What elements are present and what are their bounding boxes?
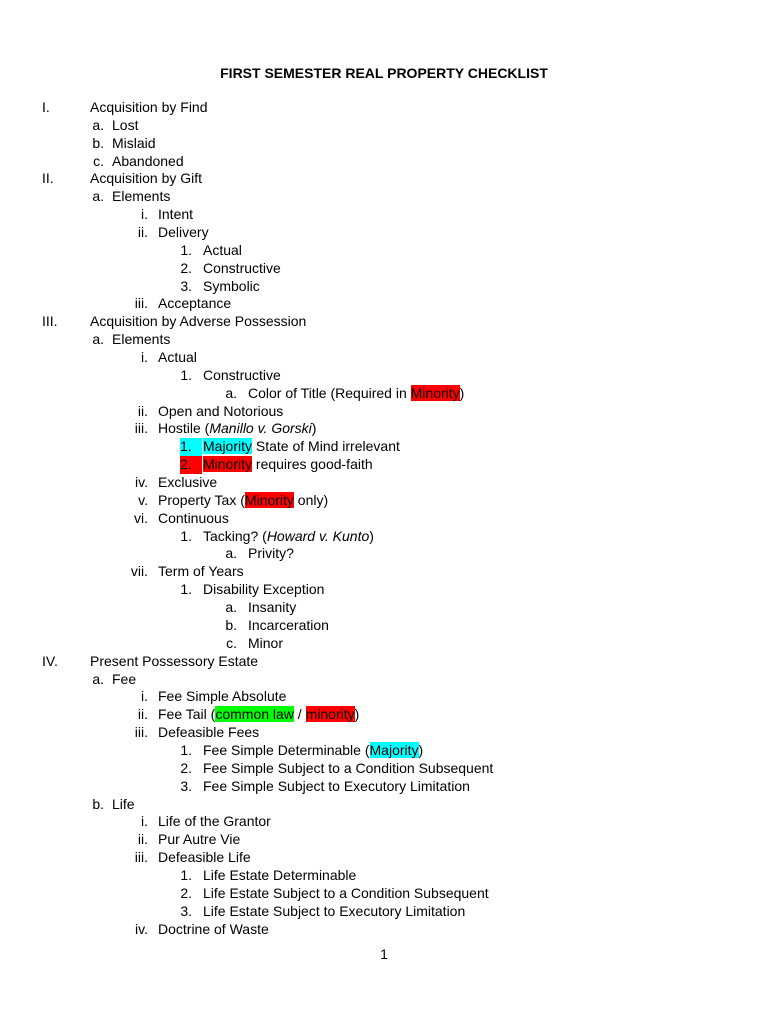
outline-item (0, 188, 768, 206)
outline-item (0, 117, 768, 135)
text-run: requires good-faith (252, 456, 373, 473)
text-run: Abandoned (112, 152, 184, 169)
outline-marker: iii. (134, 420, 148, 437)
text-run: ) (369, 527, 374, 544)
outline-item (0, 867, 768, 885)
outline-item (0, 403, 768, 421)
text-run: Life Estate Determinable (203, 866, 357, 883)
text-run: ) (418, 741, 424, 758)
outline-item (0, 778, 768, 796)
text-run: Acquisition by Adverse Possession (90, 313, 307, 330)
text-run: Life Estate Subject to a Condition Subsequent (203, 884, 489, 901)
outline-text (203, 528, 374, 546)
highlighted-text: Minority (244, 491, 294, 508)
outline-marker: a. (92, 670, 104, 687)
text-run: Acceptance (158, 295, 232, 312)
outline-text (248, 545, 294, 563)
outline-item (0, 420, 768, 438)
outline-item (0, 671, 768, 689)
highlighted-text: Minority (203, 456, 253, 473)
outline-item (0, 796, 768, 814)
text-run: Life Estate Subject to Executory Limitation (203, 902, 466, 919)
outline-text (248, 385, 464, 403)
outline-text (90, 313, 306, 331)
outline-item (0, 599, 768, 617)
outline-marker: 3. (180, 277, 192, 294)
text-run: Term of Years (158, 563, 244, 580)
outline-item (0, 492, 768, 510)
text-run: Pur Autre Vie (158, 831, 241, 848)
text-run: Life of the Grantor (158, 813, 271, 830)
outline-marker: iv. (135, 920, 148, 937)
outline-marker: a. (92, 188, 104, 205)
outline-item (0, 653, 768, 671)
outline-text (158, 474, 217, 492)
outline-text (90, 653, 258, 671)
outline-item (0, 688, 768, 706)
text-run: Fee Simple Subject to Executory Limitation (203, 777, 470, 794)
outline-item (0, 135, 768, 153)
outline-item (0, 438, 768, 456)
outline-item (0, 510, 768, 528)
text-run: Acquisition by Gift (90, 170, 203, 187)
text-run: Fee (112, 670, 137, 687)
text-run: Fee Simple Determinable ( (203, 741, 370, 758)
text-run: Disability Exception (203, 581, 325, 598)
outline-marker: i. (141, 688, 148, 705)
outline-item (0, 813, 768, 831)
outline-item (0, 206, 768, 224)
outline-text (112, 671, 136, 689)
outline-marker: b. (225, 616, 237, 633)
outline-item (0, 224, 768, 242)
text-run: Lost (112, 116, 139, 133)
outline-text (203, 456, 373, 474)
case-citation: Howard v. Kunto (266, 527, 370, 544)
highlighted-text: Minority (410, 384, 460, 401)
text-run: / (293, 706, 306, 723)
text-run: Life (112, 795, 135, 812)
outline-marker: 3. (180, 777, 192, 794)
outline-marker: 2. (180, 456, 202, 474)
outline-text (158, 563, 244, 581)
outline-item (0, 921, 768, 939)
outline-item (0, 99, 768, 117)
outline-text (112, 331, 170, 349)
outline-marker: c. (93, 152, 104, 169)
outline-text (90, 99, 208, 117)
outline-item (0, 617, 768, 635)
outline-text (203, 260, 281, 278)
outline-text (248, 599, 296, 617)
outline-marker: iii. (134, 295, 148, 312)
outline-marker: 1. (180, 741, 192, 758)
outline-item (0, 474, 768, 492)
outline-item (0, 742, 768, 760)
outline-text (158, 921, 269, 939)
outline-text (203, 867, 356, 885)
outline-text (158, 510, 229, 528)
text-run: Elements (112, 188, 171, 205)
outline-marker: III. (42, 313, 58, 330)
outline-text (112, 135, 156, 153)
text-run: Fee Simple Subject to a Condition Subsequent (203, 759, 494, 776)
outline-item (0, 849, 768, 867)
text-run: Minor (248, 634, 284, 651)
outline-text (112, 153, 184, 171)
outline-text (158, 724, 259, 742)
text-run: Property Tax ( (158, 491, 245, 508)
text-run: Open and Notorious (158, 402, 284, 419)
outline-marker: a. (225, 599, 237, 616)
text-run: Incarceration (248, 616, 329, 633)
outline-marker: v. (138, 491, 148, 508)
outline-marker: a. (225, 545, 237, 562)
text-run: Hostile ( (158, 420, 210, 437)
outline-text (203, 903, 465, 921)
outline-marker: iv. (135, 474, 148, 491)
outline-item (0, 528, 768, 546)
outline-marker: 2. (180, 259, 192, 276)
outline-marker: ii. (137, 402, 148, 419)
outline-marker: 3. (180, 902, 192, 919)
outline-item (0, 153, 768, 171)
outline-text (112, 796, 135, 814)
outline-text (158, 349, 197, 367)
outline-marker: a. (92, 331, 104, 348)
outline-text (112, 117, 138, 135)
document-title: FIRST SEMESTER REAL PROPERTY CHECKLIST (220, 65, 548, 81)
highlighted-text: common law (215, 706, 294, 723)
outline-item (0, 331, 768, 349)
text-run: Tacking? ( (203, 527, 267, 544)
highlighted-text: Majority (203, 438, 253, 455)
outline-text (248, 635, 283, 653)
outline-text (158, 295, 231, 313)
outline-item (0, 706, 768, 724)
outline-item (0, 724, 768, 742)
outline-text (203, 760, 493, 778)
case-citation: Manillo v. Gorski (209, 420, 312, 437)
outline-marker: ii. (137, 831, 148, 848)
outline-marker: a. (92, 116, 104, 133)
text-run: Exclusive (158, 474, 218, 491)
outline-item (0, 278, 768, 296)
outline-item (0, 385, 768, 403)
outline-item (0, 885, 768, 903)
outline-text (203, 885, 489, 903)
highlighted-text: minority (305, 706, 355, 723)
text-run: Defeasible Life (158, 849, 251, 866)
outline-text (158, 688, 286, 706)
outline-text (158, 706, 359, 724)
outline-text (112, 188, 170, 206)
highlighted-text: Majority (369, 741, 419, 758)
outline-text (158, 224, 209, 242)
page-number: 1 (380, 946, 388, 962)
outline-marker: i. (141, 206, 148, 223)
text-run: Continuous (158, 509, 229, 526)
text-run: Insanity (248, 599, 297, 616)
outline-marker: 1. (180, 241, 192, 258)
outline-marker: iii. (134, 724, 148, 741)
outline-item (0, 295, 768, 313)
outline-marker: c. (226, 634, 237, 651)
outline-marker: 1. (180, 866, 192, 883)
text-run: Doctrine of Waste (158, 920, 269, 937)
text-run: Fee Simple Absolute (158, 688, 287, 705)
outline-item (0, 563, 768, 581)
outline-item (0, 903, 768, 921)
outline-item (0, 545, 768, 563)
outline-text (203, 242, 242, 260)
outline-item (0, 760, 768, 778)
outline-text (203, 778, 470, 796)
text-run: Symbolic (203, 277, 260, 294)
text-run: Privity? (248, 545, 294, 562)
outline-item (0, 242, 768, 260)
text-run: Actual (158, 349, 197, 366)
outline-marker: b. (92, 134, 104, 151)
outline-marker: ii. (137, 224, 148, 241)
text-run: Present Possessory Estate (90, 652, 259, 669)
text-run: Intent (158, 206, 194, 223)
text-run: Constructive (203, 366, 281, 383)
text-run: Delivery (158, 224, 209, 241)
outline-text (158, 403, 283, 421)
outline-item (0, 635, 768, 653)
outline-marker: i. (141, 813, 148, 830)
outline-text (158, 492, 328, 510)
outline-text (203, 438, 400, 456)
outline-marker: IV. (42, 652, 58, 669)
text-run: Mislaid (112, 134, 156, 151)
text-run: Actual (203, 241, 242, 258)
text-run: State of Mind irrelevant (252, 438, 400, 455)
text-run: Fee Tail ( (158, 706, 216, 723)
outline-marker: 1. (180, 438, 202, 456)
outline-marker: 1. (180, 581, 192, 598)
outline-item (0, 581, 768, 599)
outline-marker: i. (141, 349, 148, 366)
outline-marker: 2. (180, 884, 192, 901)
outline-text (203, 581, 324, 599)
outline-text (158, 420, 316, 438)
outline-item (0, 831, 768, 849)
text-run: Acquisition by Find (90, 99, 208, 115)
outline-item (0, 367, 768, 385)
outline-item (0, 260, 768, 278)
outline-marker: 1. (180, 527, 192, 544)
outline-text (90, 170, 202, 188)
text-run: Elements (112, 331, 171, 348)
outline-item (0, 456, 768, 474)
outline-text (203, 367, 281, 385)
outline-marker: a. (225, 384, 237, 401)
outline-text (203, 742, 423, 760)
text-run: ) (354, 706, 360, 723)
text-run: Constructive (203, 259, 281, 276)
outline-marker: vii. (130, 563, 148, 580)
outline-item (0, 170, 768, 188)
outline-marker: I. (42, 99, 50, 115)
outline-text (158, 831, 240, 849)
text-run: Color of Title (Required in (248, 384, 411, 401)
text-run: ) (459, 384, 465, 401)
outline-text (158, 813, 271, 831)
outline-marker: II. (42, 170, 54, 187)
outline-text (203, 278, 260, 296)
outline-marker: ii. (137, 706, 148, 723)
outline-item (0, 313, 768, 331)
outline-marker: b. (92, 795, 104, 812)
checklist-outline (0, 99, 768, 938)
outline-item (0, 349, 768, 367)
outline-marker: 2. (180, 759, 192, 776)
text-run: Defeasible Fees (158, 724, 260, 741)
outline-text (158, 206, 193, 224)
outline-marker: vi. (134, 509, 148, 526)
text-run: only) (293, 491, 329, 508)
outline-text (248, 617, 329, 635)
outline-text (158, 849, 251, 867)
text-run: ) (311, 420, 317, 437)
outline-marker: iii. (134, 849, 148, 866)
outline-marker: 1. (180, 366, 192, 383)
